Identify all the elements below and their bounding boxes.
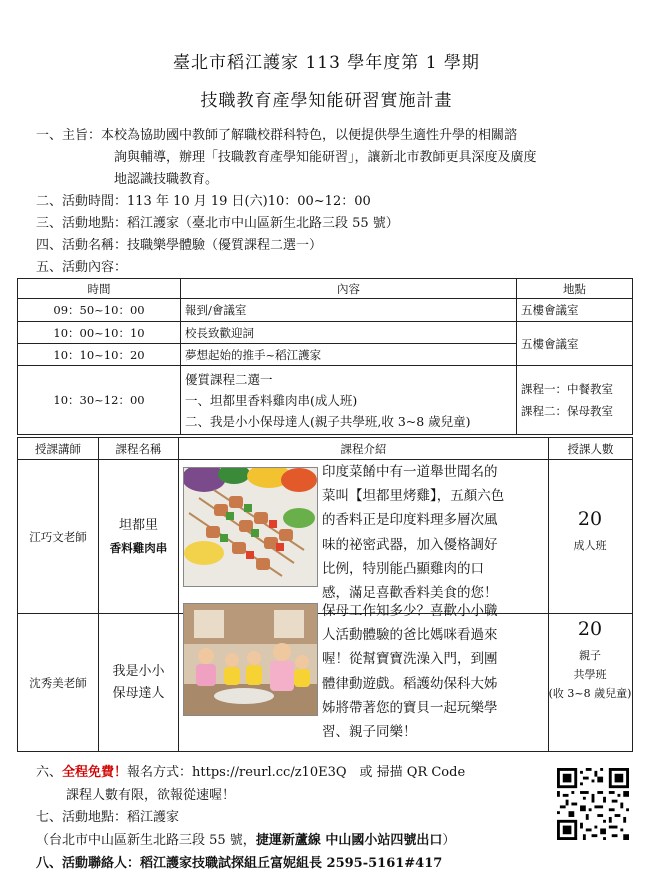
table-row [18,299,633,322]
schedule-header-content: 內容 [181,279,517,299]
schedule-time: 09：50~10：00 [18,299,181,322]
section-purpose-line3: 地認識技職教育。 [114,172,219,187]
schedule-time: 10：10~10：20 [18,344,181,366]
schedule-header-place: 地點 [517,279,633,299]
section-time: 二、活動時間：113 年 10 月 19 日(六)10：00~12：00 [36,194,371,209]
description-line: 菜叫【坦都里烤雞】，五顏六色 [322,488,505,505]
section-location: 三、活動地點：稻江護家（臺北市中山區新生北路三段 55 號） [36,216,399,231]
schedule-content-line: 二、我是小小保母達人(親子共學班,收 3~8 歲兒童) [185,413,471,429]
course-count [548,612,632,703]
course-name-line: 香料雞肉串 [109,540,168,555]
course-header-name: 課程名稱 [99,438,179,460]
description-line: 人活動體驗的爸比媽咪看過來 [322,627,498,644]
registration-note: 課程人數有限，欲報從速喔！ [66,788,236,803]
registration-method: 報名方式：https://reurl.cc/z10E3Q 或 掃描 QR Code [127,765,466,780]
skewer-photo [183,467,318,587]
table-row [18,366,633,435]
description-line: 感，滿足喜歡香料美食的您！ [322,585,498,602]
address-close: ） [442,833,456,848]
course-count-number: 20 [577,618,603,640]
course-count-class: 共學班 [573,668,607,681]
course-header-count: 授課人數 [549,438,633,460]
schedule-place-line: 課程二：保母教室 [521,404,613,418]
section-name: 四、活動名稱：技職樂學體驗（優質課程二選一） [36,238,323,253]
section-registration [36,761,465,780]
description-line: 印度菜餚中有一道舉世聞名的 [322,464,498,480]
description-line: 味的祕密武器，加入優格調好 [322,536,498,553]
schedule-content [181,366,517,435]
registration-prefix: 六、 [36,765,63,780]
description-line: 習、親子同樂！ [322,724,417,741]
course-name [99,614,179,752]
course-description [322,460,504,605]
page-title: 臺北市稻江護家 113 學年度第 1 學期 [173,53,480,73]
course-name-line: 保母達人 [112,685,165,701]
qr-code[interactable] [557,768,629,840]
course-count [548,502,632,555]
schedule-header-time: 時間 [18,279,181,299]
schedule-time: 10：00~10：10 [18,322,181,344]
schedule-place: 五樓會議室 [517,299,633,322]
schedule-time: 10：30~12：00 [18,366,181,435]
description-line: 喔！從幫寶寶洗澡入門，到團 [322,651,498,668]
section-content: 五、活動內容： [36,260,128,275]
course-count-class: 親子 [579,649,601,662]
course-teacher: 沈秀美老師 [18,614,99,752]
section-purpose-line2: 詢與輔導，辦理「技職教育產學知能研習」，讓新北市教師更具深度及廣度 [114,150,537,165]
description-line: 的香料正是印度料理多層次風 [322,512,498,529]
schedule-place [517,366,633,435]
course-name [99,460,179,614]
description-line: 保母工作知多少？喜歡小小職 [322,603,498,619]
section-purpose: 一、主旨：本校為協助國中教師了解職校群科特色，以便提供學生適性升學的相關諮 [36,128,518,143]
schedule-content-line: 一、坦都里香料雞肉串(成人班) [185,392,358,408]
free-badge: 全程免費！ [62,765,128,780]
childcare-photo [183,603,318,716]
schedule-content-line: 優質課程二選一 [185,371,273,387]
table-row [18,322,633,344]
course-header-teacher: 授課講師 [18,438,99,460]
schedule-place: 五樓會議室 [517,322,633,366]
transit-info: 捷運新蘆線 中山國小站四號出口 [255,833,443,848]
schedule-place-line: 課程一：中餐教室 [521,382,613,396]
schedule-content: 夢想起始的推手~稻江護家 [181,344,517,366]
course-teacher: 江巧文老師 [18,460,99,614]
schedule-content: 報到/會議室 [181,299,517,322]
section-contact: 八、活動聯絡人：稻江護家技職試探組丘富妮組長 2595-5161#417 [36,856,443,871]
course-count-class: 成人班 [573,539,607,552]
section-venue: 七、活動地點：稻江護家 [36,810,180,825]
description-line: 姊將帶著您的寶貝一起玩樂學 [322,699,498,716]
description-line: 體律動遊戲。稻護幼保科大姊 [322,675,498,692]
description-line: 比例，特別能凸顯雞肉的口 [322,560,484,577]
page-subtitle: 技職教育產學知能研習實施計畫 [200,91,453,111]
course-name-line: 坦都里 [118,517,158,533]
address-text: （台北市中山區新生北路三段 55 號， [36,833,256,848]
course-count-number: 20 [577,508,603,530]
course-name-line: 我是小小 [112,663,165,679]
schedule-content: 校長致歡迎詞 [181,322,517,344]
course-count-class: (收 3~8 歲兒童) [548,687,632,700]
venue-address [36,829,455,848]
schedule-table [17,278,633,435]
course-description [322,599,498,744]
course-header-intro: 課程介紹 [179,438,549,460]
